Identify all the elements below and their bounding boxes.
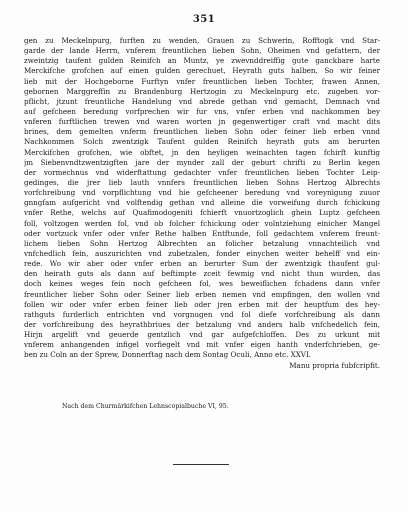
text-line: ben zu Coln an der Sprew, Donnerftag nach dem Sontag Oculi, Anno etc. XXVI. — [24, 350, 312, 360]
text-line: vorfchreibung vnd vorpflichtung vnd hie gefcheener beredung vnd voreynigung zuuor — [24, 188, 380, 198]
text-line: oder vortzuck vnfer oder vnfer Rethe halben Entftunde, foll gedachtem vnferem freunt- — [24, 228, 380, 238]
text-line: zweintzig taufent gulden Reinifch an Muntz, ye zwevnddreiffig gute ganckbare harte — [24, 56, 380, 66]
text-line: den heirath guts als dann auf beftimpte zceit fewmig vnd nicht thun wurden, das — [24, 269, 380, 279]
text-line: gnngfam aufgericht vnd volftendig gethan vnd alleine die vorweifung durch fchickung — [24, 198, 380, 208]
text-line: foll, voltzogen werden fol, vnd ob folcher fchickung oder volntziehung einicher Mangel — [24, 218, 380, 228]
text-line: jm Siebenvndtzwentzigften jare der mynder zall der geburt chrifti zu Berlin kegen — [24, 157, 380, 167]
text-line: auf gefcheen beredung vorfprechen wir fur vns, vnfer erben vnd nachkommen bey — [24, 106, 380, 116]
text-line: Nachkommen Solch zwentzigk Taufent gulden Reinifch heyrath guts am berurten — [24, 137, 380, 147]
text-line: vnferen furftlichen trewen vnd waren worten jn gegenwertiger craft vnd macht dits — [24, 117, 380, 127]
text-line: rede. Wo wir aber oder vnfer erben an berurter Sum der zwentzigk thaufent gul- — [24, 259, 380, 269]
text-line: Hirjn argelift vnd geuerde gentzlich vnd gar aufgefchloffen. Des zu urkunt mit — [24, 330, 380, 340]
text-line: der vorfchreibung des heyrathbriues der betzalung vnd anders halb vnfchedelich fein, — [24, 319, 380, 329]
text-line: gen zu Meckelnpurg, furften zu wenden, Grauen zu Schwerin, Rofftogk vnd Star- — [24, 36, 380, 45]
text-line: lieb mit der Hochgeborne Furftyn vnfer freuntlichen lieben Tochter, frawen Annen, — [24, 76, 380, 86]
signature-line: Manu propria fubfcripfit. — [289, 360, 380, 370]
text-line: brines, dem gemelten vnferm freuntlichen lieben Sohn oder feiner lieb erben vnnd — [24, 127, 380, 137]
text-line: doch keines weges fein noch gefcheen fol, wes beweiflichen fchadens dann vnfer — [24, 279, 380, 289]
text-line: vnferem anhangenden infigel vorfiegelt vnd mit vnfer eigen hanth vnderfchrieben, ge- — [24, 340, 380, 350]
document-body — [24, 36, 380, 371]
text-line: vnfchedlich fein, auszurichten vnd zubetzalen, fonder einychen weiter behelff vnd ein- — [24, 248, 380, 258]
text-line: lichem lieben Sohn Hertzog Albrechten an folicher betzalung vnnachteilich vnd — [24, 238, 380, 248]
text-line: garde der lande Herrn, vnferem freuntlichen lieben Sohn, Oheimen vnd gefattern, der — [24, 46, 380, 56]
text-line: gedinges, die jrer lieb lauth vnnfers freuntlichen lieben Sohns Hertzog Albrechts — [24, 177, 380, 187]
text-line: freuntlicher lieber Sohn oder Seiner lieb erben nemen vnd empfingen, den wollen vnd — [24, 289, 380, 299]
text-line: vnfer Rethe, welchs auf Quafimodogeniti fchierft vnuortzoglich ghein Luptz gefcheen — [24, 208, 380, 218]
text-line: rathguts furderlich entrichten vnd vorgnugen vnd fol diefe vorfchreibung als dann — [24, 309, 380, 319]
text-line: pflicht, jtzunt freuntliche Handelung vnd abrede gethan vnd gemacht, Demnach vnd — [24, 96, 380, 106]
page-number: 351 — [192, 14, 216, 25]
text-line: follen wir oder vnfer erben feiner lieb oder jren erben mit der heuptfum des hey- — [24, 299, 380, 309]
source-note: Nach dem Churmärkifchen Lehnscopialbuche VI, 95. — [62, 403, 229, 410]
text-line: Merckifche grofchen auf einen gulden gerechuet, Heyrath guts halben, So wir feiner — [24, 66, 380, 76]
text-line: Merckifchen grofchen, wie obftet, jn den heyligen weinachten tagen fchirft kunftig — [24, 147, 380, 157]
footer-divider — [173, 464, 229, 465]
text-line: gebornen Marggreffin zu Brandenburg Hertzogin zu Meckelnpurg etc. zugeben vor- — [24, 86, 380, 96]
text-line: der vormechnus vnd widerftattung gedachter vnfer freuntlichen lieben Tochter Leip- — [24, 167, 380, 177]
